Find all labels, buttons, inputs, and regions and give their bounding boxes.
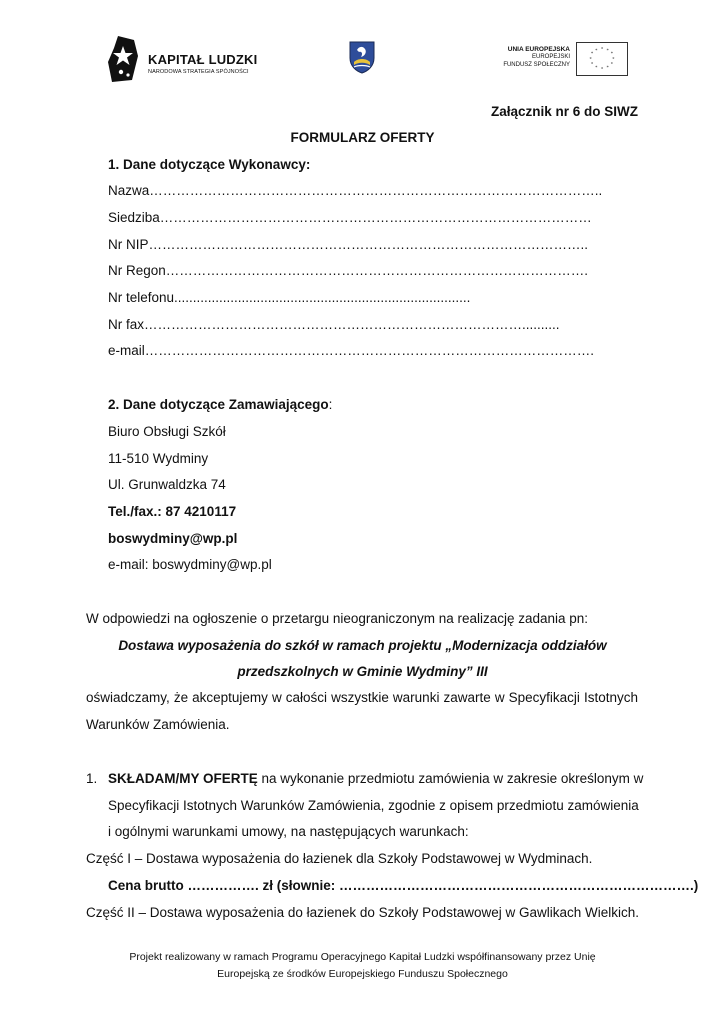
declaration-line2: Warunków Zamówienia. xyxy=(86,717,230,732)
eu-union-label: UNIA EUROPEJSKA xyxy=(507,46,570,53)
contractor-name-field[interactable]: Nazwa……………………………………………………………………………………….. xyxy=(108,183,603,198)
contractor-email-field[interactable]: e-mail………………………………………………………………………………………. xyxy=(108,343,595,358)
offer-line1-rest: na wykonanie przedmiotu zamówienia w zakresie określonym w xyxy=(257,771,644,786)
eu-logo xyxy=(468,42,628,78)
contractor-fax-field[interactable]: Nr fax………………………………………………………………………….......... xyxy=(108,317,560,332)
svg-text:*: * xyxy=(595,65,598,71)
offer-bold-lead: SKŁADAM/MY OFERTĘ xyxy=(108,771,258,786)
ordering-party-phone: Tel./fax.: 87 4210117 xyxy=(108,504,237,519)
offer-number: 1. xyxy=(86,771,98,786)
ordering-party-email: e-mail: boswydminy@wp.pl xyxy=(108,557,272,572)
eu-text xyxy=(503,46,570,69)
eu-fund-label-1: EUROPEJSKI xyxy=(531,54,570,60)
contractor-nip-field[interactable]: Nr NIP…………………………………………………………………………………….. xyxy=(108,237,589,252)
svg-text:*: * xyxy=(595,48,598,54)
kapital-ludzki-logo xyxy=(104,32,274,84)
section2-heading xyxy=(108,397,332,413)
contractor-address-field[interactable]: Siedziba…………………………………………………………………………………… xyxy=(108,210,592,225)
kapital-ludzki-title: KAPITAŁ LUDZKI xyxy=(148,52,258,67)
part1-label: Część I – Dostawa wyposażenia do łazienek dla Szkoły Podstawowej w Wydminach. xyxy=(86,851,593,866)
contractor-phone-field[interactable]: Nr telefonu............................................................................... xyxy=(108,290,471,305)
svg-text:*: * xyxy=(600,47,604,53)
footer-line2: Europejską ze środków Europejskiego Funduszu Społecznego xyxy=(217,968,508,980)
project-title-line1: Dostawa wyposażenia do szkół w ramach projektu „Modernizacja oddziałów xyxy=(118,638,607,653)
section2-heading-colon: : xyxy=(328,397,333,412)
part2-label: Część II – Dostawa wyposażenia do łazienek do Szkoły Podstawowej w Gawlikach Wielkich. xyxy=(86,905,639,920)
svg-text:*: * xyxy=(589,57,592,63)
ordering-party-street: Ul. Grunwaldzka 74 xyxy=(108,477,226,492)
kapital-ludzki-star-icon xyxy=(104,34,144,84)
footer-line1: Projekt realizowany w ramach Programu Operacyjnego Kapitał Ludzki współfinansowany przez Unię xyxy=(129,951,596,963)
eu-fund-label-2: FUNDUSZ SPOŁECZNY xyxy=(503,61,570,68)
svg-text:*: * xyxy=(606,48,609,54)
intro-text: W odpowiedzi na ogłoszenie o przetargu nieograniczonym na realizację zadania pn: xyxy=(86,611,589,626)
contractor-regon-field[interactable]: Nr Regon…………………………………………………………………………………. xyxy=(108,263,589,278)
eu-flag-icon xyxy=(576,42,628,76)
offer-line2: Specyfikacji Istotnych Warunków Zamówienia, zgodnie z opisem przedmiotu zamówienia xyxy=(108,798,639,813)
ordering-party-email-bold: boswydminy@wp.pl xyxy=(108,531,238,546)
offer-line3: i ogólnymi warunkami umowy, na następujących warunkach: xyxy=(108,824,469,839)
svg-text:*: * xyxy=(590,52,594,58)
project-title-line2: przedszkolnych w Gminie Wydminy” III xyxy=(237,664,488,679)
svg-text:*: * xyxy=(606,65,609,71)
form-title: FORMULARZ OFERTY xyxy=(290,130,435,145)
section1-heading: 1. Dane dotyczące Wykonawcy: xyxy=(108,157,311,172)
kapital-ludzki-subtitle: NARODOWA STRATEGIA SPÓJNOŚCI xyxy=(148,69,249,75)
declaration-line1: oświadczamy, że akceptujemy w całości wszystkie warunki zawarte w Specyfikacji Istotnych xyxy=(86,690,638,705)
offer-line1 xyxy=(108,771,644,787)
svg-text:*: * xyxy=(610,52,614,58)
ordering-party-name: Biuro Obsługi Szkół xyxy=(108,424,226,439)
svg-text:*: * xyxy=(600,67,604,73)
svg-text:*: * xyxy=(610,62,614,68)
gross-price-field[interactable]: Cena brutto ……………. zł (słownie: …………………………………………………………………….) xyxy=(108,878,699,893)
svg-text:*: * xyxy=(612,57,615,63)
ordering-party-postal: 11-510 Wydminy xyxy=(108,451,209,466)
svg-text:*: * xyxy=(590,62,594,68)
section2-heading-text: 2. Dane dotyczące Zamawiającego xyxy=(108,397,329,412)
attachment-label: Załącznik nr 6 do SIWZ xyxy=(490,104,638,119)
municipal-crest-icon xyxy=(348,40,376,74)
